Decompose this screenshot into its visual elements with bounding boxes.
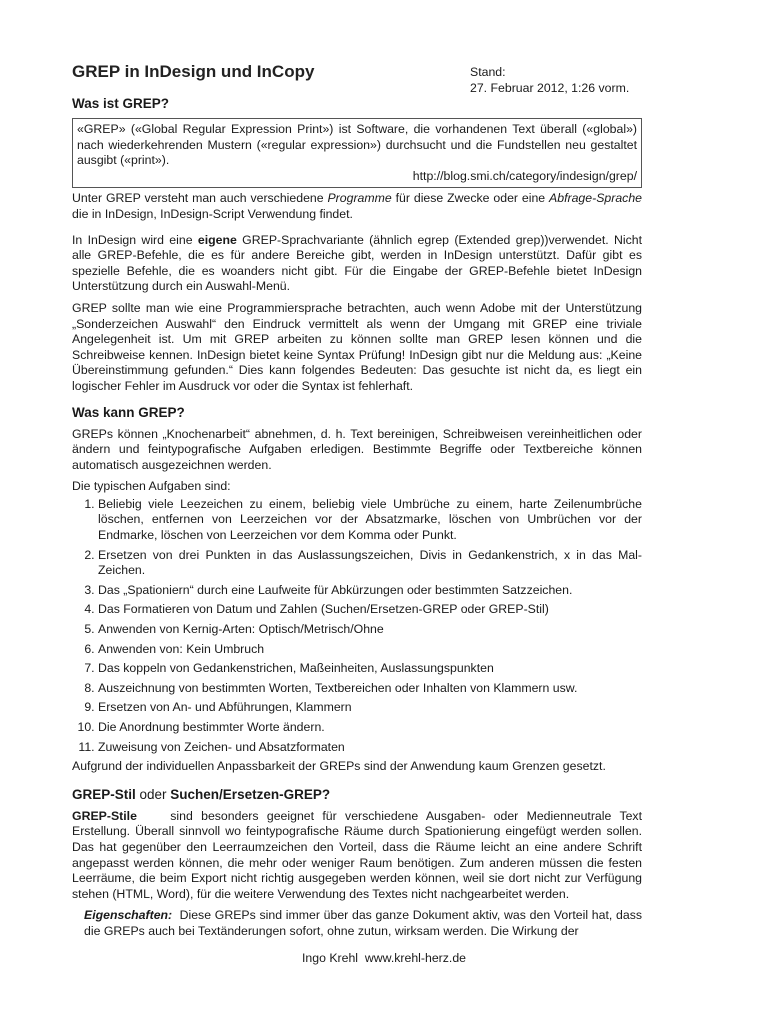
list-item: 7. Das koppeln von Gedankenstrichen, Maßeinheiten, Auslassungspunkten [98,661,642,677]
text-run: Unter GREP versteht man auch verschiedene [72,191,328,206]
footer-author: Ingo Krehl [301,951,359,965]
paragraph-grep-stile [72,808,646,903]
paragraph-programmiersprache: GREP sollte man wie eine Programmiersprache betrachten, auch wenn Adobe mit der Unterstützung „Sonderzeichen Auswahl“ den Eindruck vermittelt als wenn der Umgang mit GREP eine triviale Angelegenheit ist. Um mit GREP arbeiten zu können sollte man GREP lesen können und die Schreibweise kennen. InDesign bietet keine Syntax Prüfung! InDesign gibt nur die Meldung aus: „Keine Übereinstimmung gefunden.“ Dies kann folgendes Bedeuten: Das gesuchte ist nicht da, es liegt ein logischer Fehler im Ausdruck vor oder die Syntax ist fehlerhaft. [72,300,642,393]
heading-was-kann-grep: Was kann GREP? [72,404,185,420]
bold-run: GREP-Stile [72,808,137,823]
text-run: für diese Zwecke oder eine [391,191,550,206]
footer-url: www.krehl-herz.de [364,951,467,965]
list-item: 4. Das Formatieren von Datum und Zahlen (Suchen/Ersetzen-GREP oder GREP-Stil) [98,602,642,618]
paragraph-programme [72,191,642,222]
text-run: Diese GREPs sind immer über das ganze Dokument aktiv, was den Vorteil hat, dass die GREPs auch bei Textänderungen sofort, ohne zutun, wirksam werden. Die Wirkung der [84,908,646,938]
bold-italic-run: Eigenschaften: [84,908,173,923]
list-item: 3. Das „Spationiern“ durch eine Laufweite für Abkürzungen oder bestimmten Satzzeichen. [98,583,642,599]
text-run: In InDesign wird eine [72,232,198,247]
list-item: 9. Ersetzen von An- und Abführungen, Klammern [98,700,642,716]
list-item: 1. Beliebig viele Leezeichen zu einem, beliebig viele Umbrüche zu einem, harte Zeilenumbrüche löschen, entfernen von Leerzeichen vor der Absatzmarke, löschen von Umbrüchen vor der Endmarke, löschen von Leerzeichen vor dem Komma oder Punkt. [98,497,642,544]
text-run: GREP-Sprachvariante (ähnlich egrep (Extended grep))verwendet. Nicht alle GREP-Befehle, die es für andere Bereiche gibt, werden in InDesign unterstützt. Dafür gibt es spezielle Befehle, die es woanders nicht gibt. Für die Eingabe der GREP-Befehle bietet InDesign Unterstützung durch ein Auswahl-Menü. [72,232,642,294]
definition-text: «GREP» («Global Regular Expression Print») ist Software, die vorhandenen Text überall («global») nach wiederkehrenden Mustern («regular expression») durchsucht und die Fundstellen neu gestaltet ausgibt («print»). [77,122,637,168]
list-item: 10. Die Anordnung bestimmter Worte ändern. [98,720,642,736]
document-header [72,60,642,96]
paragraph-eigenschaften [72,908,646,939]
date-stamp [470,64,629,96]
heading-part: Suchen/Ersetzen-GREP? [170,786,331,802]
heading-was-ist-grep: Was ist GREP? [72,96,170,111]
stand-label: Stand: [470,65,506,79]
heading-part: oder [135,786,171,802]
text-run: sind besonders geeignet für verschiedene Ausgaben- oder Medienneutrale Text Erstellung. Überall sinnvoll wo feintypografische Räume durch Spationierung eingefügt werden sollen. Das hat gegenüber den Leerraumzeichen den Vorteil, dass die Räume leicht an eine andere Schrift angepasst werden können, die mehr oder weniger Raum benötigen. Zum anderen müssen die festen Leerräume, die beim Export nicht richtig ausgegeben werden können, weil sie dort nicht zur Verfügung stehen (HTML, Word), für die weitere Verwendung des Textes nicht nachgearbeitet werden. [72,808,646,901]
stand-date: 27. Februar 2012, 1:26 vorm. [470,81,630,95]
list-item: 2. Ersetzen von drei Punkten in das Auslassungszeichen, Divis in Gedankenstrich, x in das Mal-Zeichen. [98,548,642,579]
definition-url: http://blog.smi.ch/category/indesign/grep/ [412,168,637,183]
list-item: 5. Anwenden von Kernig-Arten: Optisch/Metrisch/Ohne [98,622,642,638]
page-footer [0,951,768,965]
heading-grep-stil [72,787,642,803]
italic-run: Programme [327,191,392,206]
paragraph-knochenarbeit: GREPs können „Knochenarbeit“ abnehmen, d. h. Text bereinigen, Schreibweisen vereinheitlichen oder ändern und feintypografische Aufgaben erledigen. Bestimmte Begriffe oder Textbereiche können automatisch ausgezeichnen werden. [72,426,642,472]
definition-box [72,118,642,188]
heading-part: GREP-Stil [72,786,136,802]
page-title: GREP in InDesign und InCopy [72,62,315,81]
paragraph-anpassbarkeit: Aufgrund der individuellen Anpassbarkeit der GREPs sind der Anwendung kaum Grenzen gesetzt. [72,759,606,774]
text-run: die in InDesign, InDesign-Script Verwendung findet. [72,206,353,221]
paragraph-indesign-variant [72,233,642,295]
list-item: 11. Zuweisung von Zeichen- und Absatzformaten [98,740,642,756]
italic-run: Abfrage-Sprache [549,191,642,206]
definition-source-row [77,169,637,185]
document-page [72,60,646,946]
task-list [72,497,642,755]
bold-run: eigene [197,232,237,247]
paragraph-typische-aufgaben: Die typischen Aufgaben sind: [72,479,231,494]
list-item: 8. Auszeichnung von bestimmten Worten, Textbereichen oder Inhalten von Klammern usw. [98,681,642,697]
list-item: 6. Anwenden von: Kein Umbruch [98,642,642,658]
